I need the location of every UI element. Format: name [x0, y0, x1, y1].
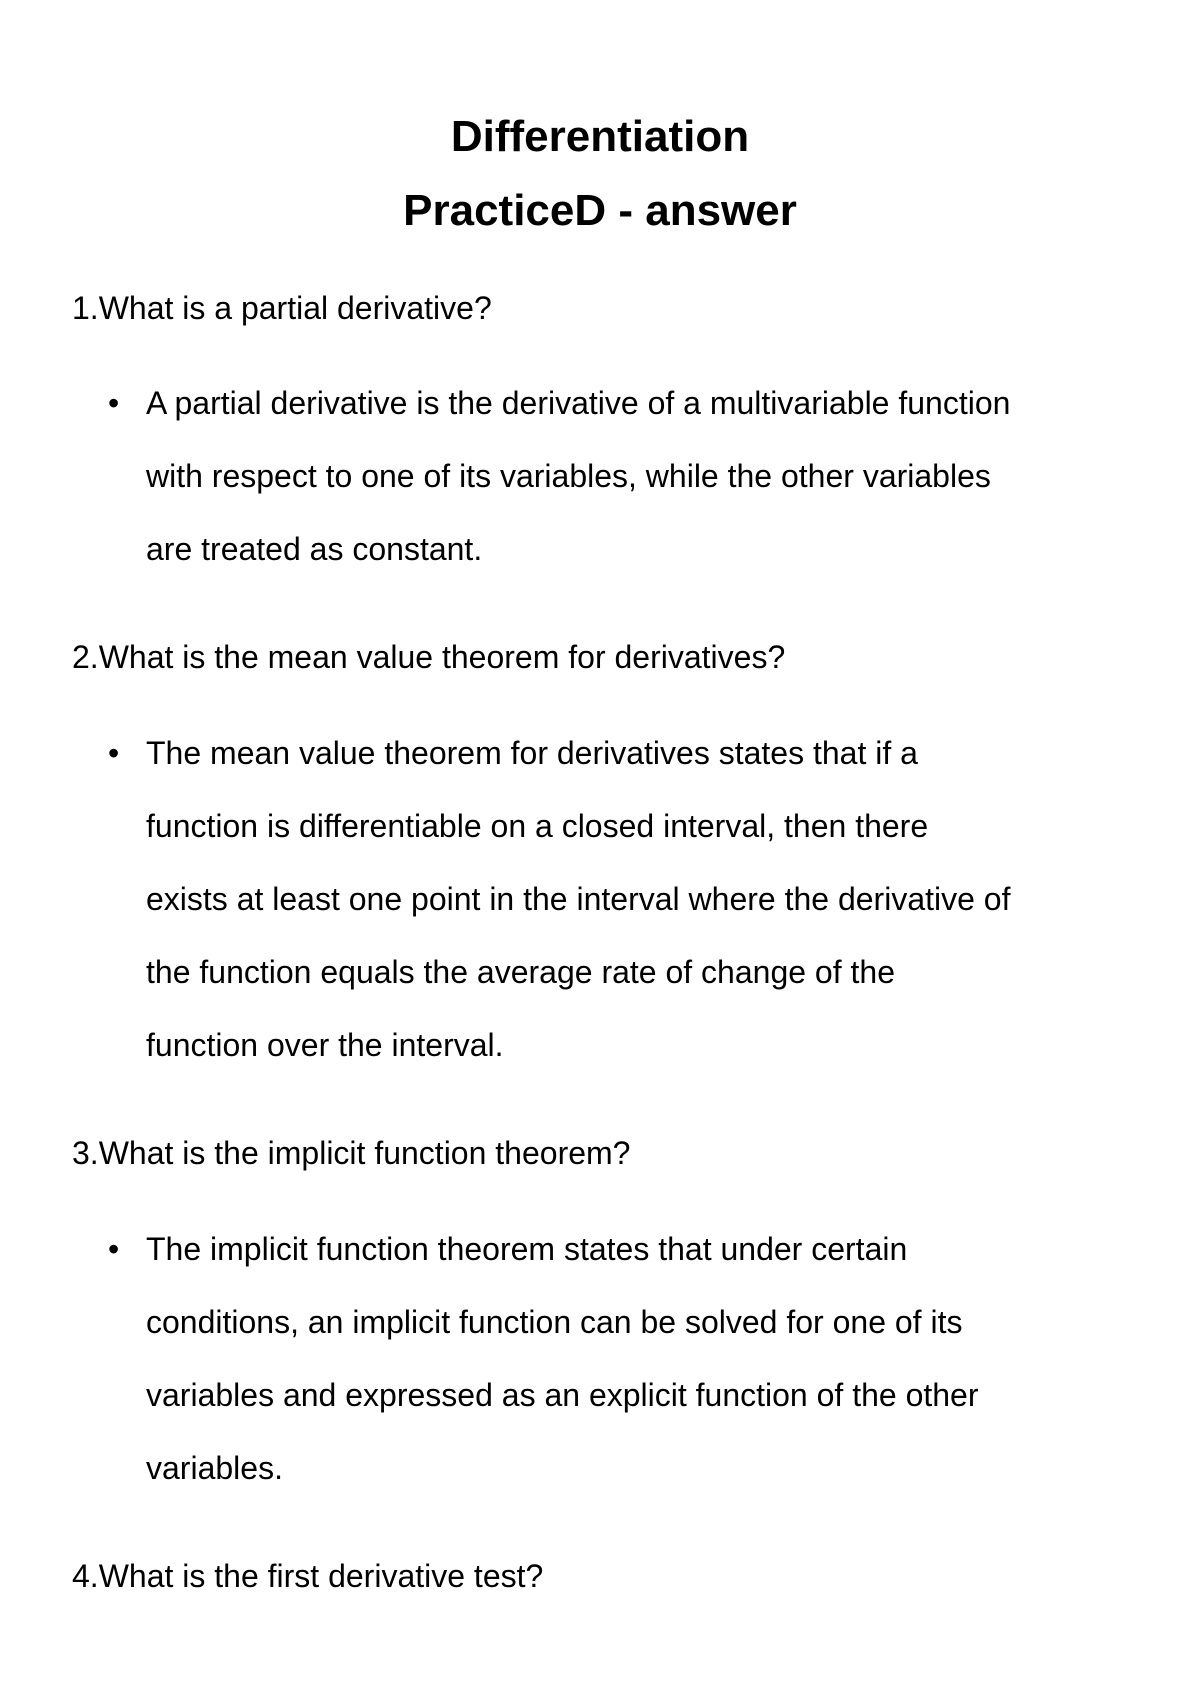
- bullet-icon: •: [108, 1231, 120, 1267]
- answer-2-line-5: function over the interval.: [146, 1027, 504, 1063]
- title-line-2: PracticeD - answer: [403, 186, 797, 235]
- qa-item-1: [72, 288, 1152, 328]
- question-3: 3.What is the implicit function theorem?: [72, 1135, 631, 1171]
- answer-2-line-1: The mean value theorem for derivatives states that if a: [146, 735, 918, 771]
- bullet-icon: •: [108, 735, 120, 771]
- answer-block-2: [72, 717, 1152, 1082]
- answer-2: [72, 717, 1200, 1082]
- answer-3-line-2: conditions, an implicit function can be solved for one of its: [146, 1304, 963, 1340]
- answer-1-line-2: with respect to one of its variables, while the other variables: [146, 458, 991, 494]
- answer-3-line-1: The implicit function theorem states that under certain: [146, 1231, 908, 1267]
- bullet-icon: •: [108, 385, 120, 421]
- question-2: 2.What is the mean value theorem for derivatives?: [72, 639, 786, 675]
- answer-2-line-4: the function equals the average rate of change of the: [146, 954, 895, 990]
- answer-2-line-3: exists at least one point in the interval where the derivative of: [146, 881, 1011, 917]
- answer-block-1: [72, 367, 1152, 586]
- title-line-1: Differentiation: [450, 112, 750, 161]
- answer-3: [72, 1213, 1200, 1505]
- answer-1-line-1: A partial derivative is the derivative of a multivariable function: [146, 385, 1011, 421]
- document-title: [0, 100, 1200, 248]
- answer-1-line-3: are treated as constant.: [146, 531, 483, 567]
- answer-1: [72, 367, 1200, 586]
- answer-3-line-3: variables and expressed as an explicit function of the other: [146, 1377, 979, 1413]
- answer-block-3: [72, 1213, 1152, 1505]
- qa-item-3: [72, 1133, 1152, 1173]
- qa-item-4: [72, 1556, 1152, 1596]
- answer-2-line-2: function is differentiable on a closed interval, then there: [146, 808, 929, 844]
- question-1: 1.What is a partial derivative?: [72, 290, 492, 326]
- answer-3-line-4: variables.: [146, 1450, 283, 1486]
- question-4: 4.What is the first derivative test?: [72, 1558, 544, 1594]
- qa-item-2: [72, 637, 1152, 677]
